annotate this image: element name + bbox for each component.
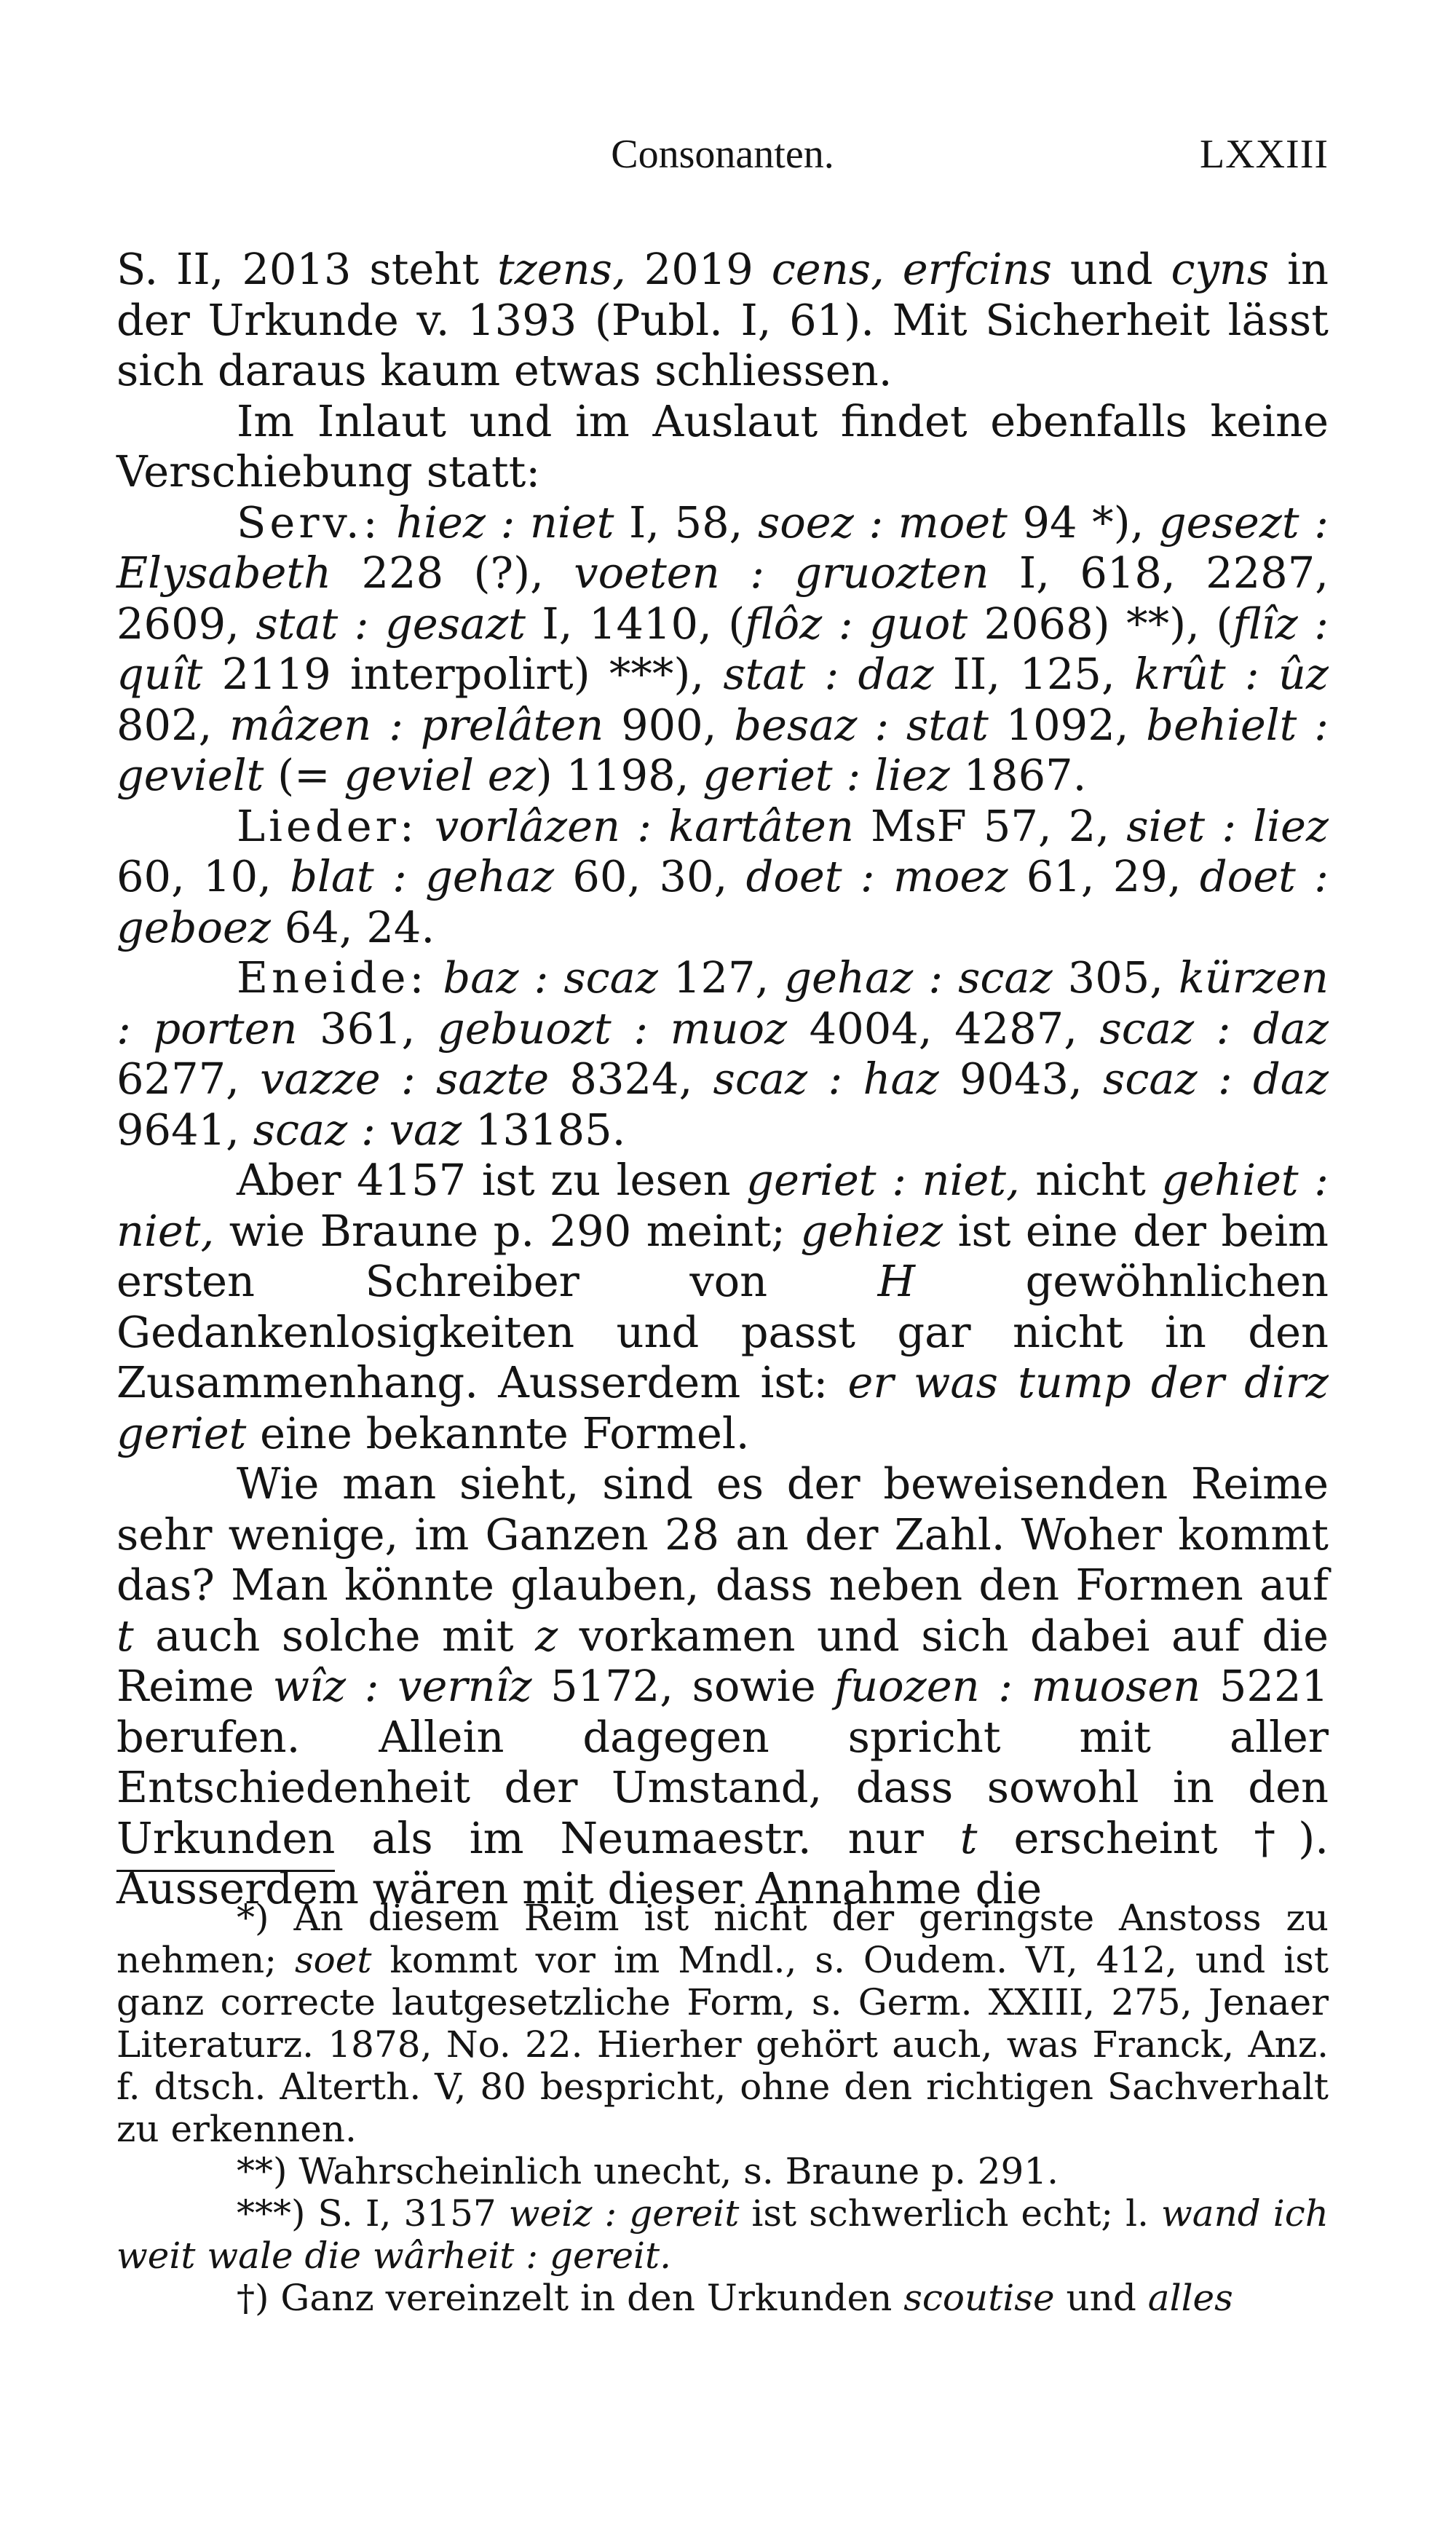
- text-run: MsF 57, 2,: [853, 800, 1127, 851]
- text-run: 5172, sowie: [531, 1661, 835, 1711]
- text-run: **) Wahrscheinlich unecht, s. Braune p. 291.: [237, 2150, 1059, 2192]
- text-run: Im Inlaut und im Auslaut findet ebenfalls keine Verschiebung statt:: [116, 395, 1329, 497]
- paragraph-wie-man-sieht: [116, 1458, 1329, 1914]
- italic-text: geriet : liez: [703, 750, 950, 800]
- paragraph-inlaut: [116, 396, 1329, 497]
- main-text: [116, 244, 1329, 1914]
- italic-text: geviel ez: [344, 750, 536, 800]
- text-run: 8324,: [549, 1054, 713, 1104]
- running-header: [116, 131, 1329, 189]
- text-run: Eneide:: [237, 952, 428, 1003]
- italic-text: weiz : gereit: [508, 2192, 740, 2235]
- italic-text: H: [877, 1256, 916, 1306]
- text-run: 61, 29,: [1008, 851, 1200, 901]
- footnote-2: [116, 2150, 1329, 2192]
- text-run: 1867.: [949, 750, 1087, 800]
- italic-text: vazze : sazte: [260, 1054, 550, 1104]
- italic-text: flîz : quît: [116, 598, 1329, 699]
- italic-text: alles: [1147, 2277, 1233, 2319]
- italic-text: gehaz : scaz: [784, 952, 1053, 1003]
- italic-text: t: [960, 1812, 978, 1863]
- italic-text: mâzen : prelâten: [229, 699, 604, 750]
- text-run: 2068) **), (: [968, 598, 1233, 649]
- text-run: *) An diesem Reim ist nicht der geringste Anstoss zu nehmen;: [116, 1897, 1329, 1981]
- text-run: 94 *),: [1007, 497, 1159, 548]
- text-run: 1092,: [988, 699, 1147, 750]
- text-run: 13185.: [462, 1104, 626, 1155]
- text-run: †) Ganz vereinzelt in den Urkunden: [237, 2277, 904, 2319]
- italic-text: kürzen : porten: [116, 952, 1329, 1054]
- italic-text: baz : scaz: [443, 952, 658, 1003]
- text-run: I, 1410, (: [525, 598, 745, 649]
- italic-text: vorlâzen : kartâten: [434, 800, 854, 851]
- text-run: 2019: [625, 244, 772, 294]
- text-run: 9641,: [116, 1104, 253, 1155]
- italic-text: wîz : vernîz: [272, 1661, 532, 1711]
- text-run: 900,: [604, 699, 735, 750]
- text-run: [381, 497, 397, 548]
- italic-text: siet : liez: [1126, 800, 1329, 851]
- italic-text: doet : moez: [745, 851, 1008, 901]
- text-run: II, 125,: [933, 649, 1134, 699]
- text-run: [427, 952, 443, 1003]
- italic-text: flôz : guot: [745, 598, 968, 649]
- page-number: LXXIII: [1199, 132, 1329, 177]
- text-run: nicht: [1019, 1155, 1162, 1205]
- text-run: 6277,: [116, 1054, 261, 1104]
- text-run: Aber 4157 ist zu lesen: [237, 1155, 747, 1205]
- footnote-1: [116, 1897, 1329, 2150]
- italic-text: scaz : daz: [1099, 1003, 1329, 1054]
- italic-text: blat : gehaz: [290, 851, 555, 901]
- italic-text: geriet : niet,: [746, 1155, 1020, 1205]
- text-run: und: [1051, 244, 1171, 294]
- italic-text: krût : ûz: [1133, 649, 1329, 699]
- text-run: (=: [264, 750, 344, 800]
- italic-text: gesezt : Elysabeth: [116, 497, 1329, 598]
- italic-text: scaz : haz: [713, 1054, 939, 1104]
- italic-text: cens,: [771, 244, 885, 294]
- text-run: und: [1054, 2277, 1148, 2319]
- italic-text: cyns: [1171, 244, 1270, 294]
- text-run: 5221 berufen. Allein dagegen spricht mit aller Entschiedenheit der Umstand, dass sowohl in den Urkunden als im Neumaestr. nur: [116, 1661, 1329, 1863]
- italic-text: scaz : vaz: [253, 1104, 462, 1155]
- text-run: 4004, 4287,: [787, 1003, 1100, 1054]
- italic-text: gehiez: [800, 1205, 943, 1256]
- text-run: ) 1198,: [535, 750, 703, 800]
- text-run: 60, 30,: [554, 851, 746, 901]
- italic-text: scaz : daz: [1103, 1054, 1329, 1104]
- text-run: [418, 801, 435, 851]
- paragraph-urkunde: [116, 244, 1329, 396]
- text-run: gewöhnlichen Gedankenlosigkeiten und passt gar nicht in den Zusammenhang. Ausserdem ist:: [116, 1256, 1329, 1407]
- footnote-3: [116, 2192, 1329, 2277]
- paragraph-aber: [116, 1155, 1329, 1458]
- text-run: ist schwerlich echt; l.: [739, 2192, 1161, 2235]
- italic-text: voeten : gruozten: [574, 548, 989, 598]
- italic-text: wand ich weit wale die wârheit : gereit.: [116, 2192, 1329, 2277]
- text-run: vorkamen und sich dabei auf die Reime: [116, 1610, 1329, 1711]
- text-run: kommt vor im Mndl., s. Oudem. VI, 412, und ist ganz correcte lautgesetzliche Form, s. Germ. XXIII, 275, Jenaer Literaturz. 1878, No. 22. Hierher gehört auch, was Franck, Anz. f. dtsch. Alterth. V, 80 bespricht, ohne den richtigen Sachverhalt zu erkennen.: [116, 1939, 1329, 2150]
- text-run: 60, 10,: [116, 851, 290, 901]
- italic-text: er was tump der dirz geriet: [116, 1357, 1329, 1458]
- text-run: I, 618, 2287, 2609,: [116, 548, 1329, 649]
- text-run: 127,: [657, 952, 785, 1003]
- italic-text: gebuozt : muoz: [437, 1003, 788, 1054]
- italic-text: z: [535, 1610, 558, 1661]
- italic-text: stat : gesazt: [256, 598, 526, 649]
- text-run: 64, 24.: [270, 901, 435, 952]
- italic-text: gehiet : niet,: [116, 1155, 1329, 1256]
- italic-text: besaz : stat: [734, 699, 989, 750]
- section-title: Consonanten.: [611, 132, 834, 177]
- text-run: S. II, 2013 steht: [116, 244, 497, 294]
- italic-text: erfcins: [902, 244, 1052, 294]
- italic-text: doet : geboez: [116, 851, 1329, 952]
- text-run: Lieder:: [237, 800, 418, 851]
- text-run: wie Braune p. 290 meint;: [214, 1205, 801, 1256]
- footnote-4: [116, 2277, 1329, 2319]
- paragraph-serv: [116, 497, 1329, 801]
- text-run: ist eine der beim ersten Schreiber von: [116, 1205, 1329, 1306]
- italic-text: tzens,: [496, 244, 626, 294]
- italic-text: t: [116, 1610, 134, 1661]
- italic-text: fuozen : muosen: [834, 1661, 1201, 1711]
- text-run: 802,: [116, 699, 230, 750]
- text-run: erscheint †). Ausserdem wären mit dieser Annahme die: [116, 1812, 1329, 1913]
- italic-text: hiez : niet: [396, 497, 614, 548]
- text-run: auch solche mit: [133, 1610, 536, 1661]
- text-run: [885, 244, 903, 294]
- paragraph-eneide: [116, 952, 1329, 1155]
- text-run: Serv.:: [237, 497, 381, 548]
- footnote-divider: [116, 1870, 335, 1872]
- text-run: 228 (?),: [331, 548, 574, 598]
- text-run: 9043,: [938, 1054, 1104, 1104]
- text-run: eine bekannte Formel.: [246, 1407, 750, 1458]
- italic-text: stat : daz: [723, 649, 934, 699]
- text-run: in der Urkunde v. 1393 (Publ. I, 61). Mit Sicherheit lässt sich daraus kaum etwas schliessen.: [116, 244, 1329, 395]
- text-run: 305,: [1052, 952, 1179, 1003]
- italic-text: scoutise: [903, 2277, 1055, 2319]
- paragraph-lieder: [116, 801, 1329, 953]
- italic-text: soet: [295, 1939, 372, 1981]
- footnotes: [116, 1897, 1329, 2319]
- text-run: Wie man sieht, sind es der beweisenden Reime sehr wenige, im Ganzen 28 an der Zahl. Woher kommt das? Man könnte glauben, dass neben den Formen auf: [116, 1458, 1329, 1610]
- text-run: ***) S. I, 3157: [237, 2192, 509, 2235]
- italic-text: behielt : gevielt: [116, 699, 1329, 800]
- text-run: 2119 interpolirt) ***),: [202, 649, 724, 699]
- text-run: 361,: [297, 1003, 438, 1054]
- text-run: I, 58,: [614, 497, 758, 548]
- italic-text: soez : moet: [758, 497, 1008, 548]
